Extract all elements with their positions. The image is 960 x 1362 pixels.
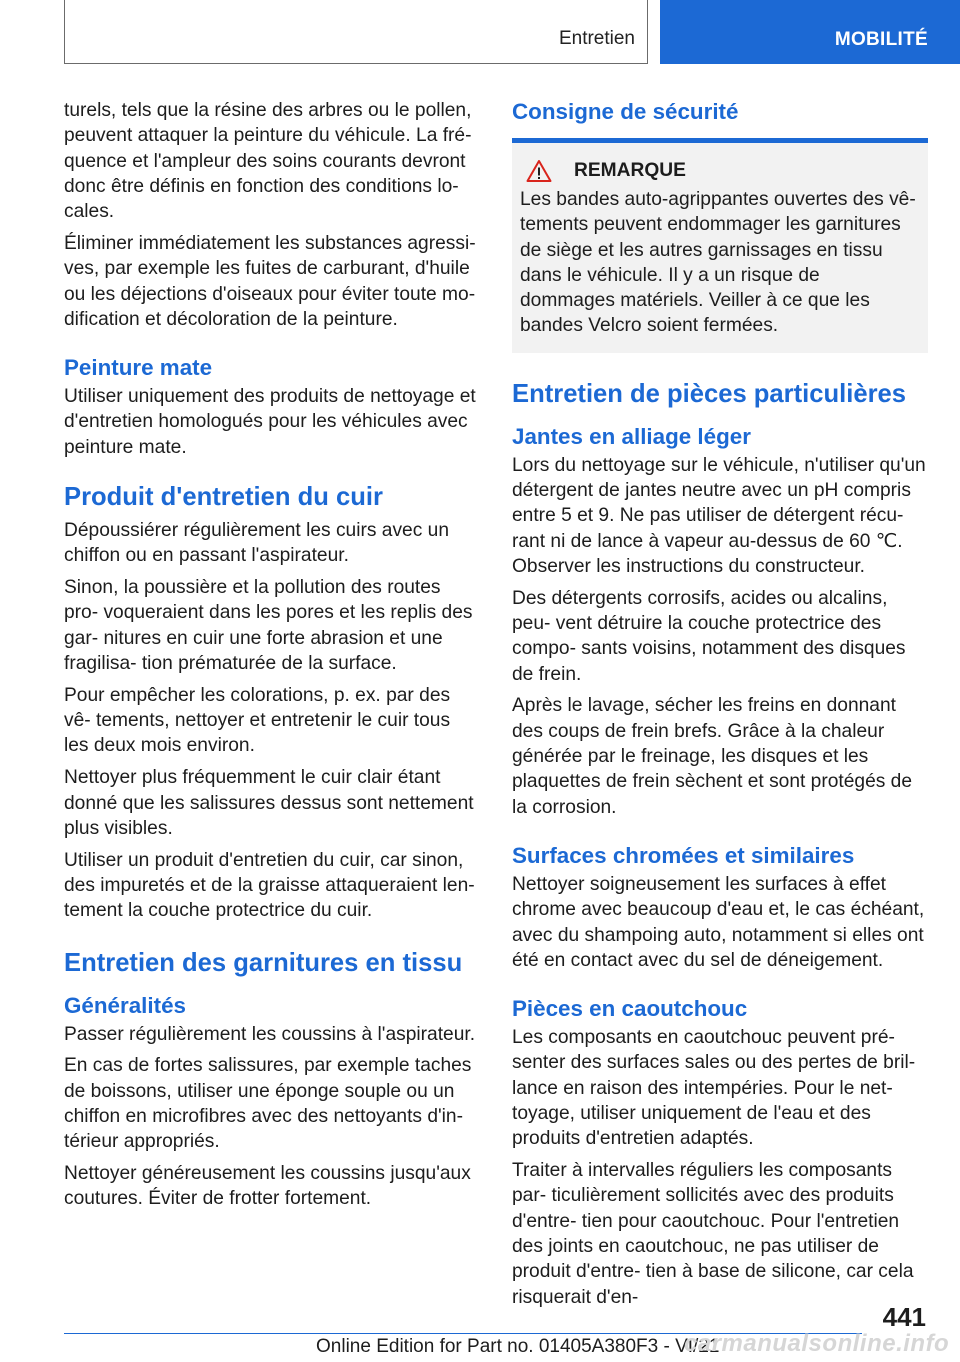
header-section-title: Entretien (558, 28, 635, 49)
heading-alloy-rims: Jantes en alliage léger (512, 423, 751, 449)
notice-header (520, 159, 918, 183)
warning-triangle-icon (526, 159, 552, 183)
page-number: 441 (882, 1302, 926, 1332)
watermark: carmanualsonline.info (684, 1330, 950, 1357)
paragraph: Après le lavage, sécher les freins en donnant des coups de frein brefs. Grâce à la chaleur générée par le freinage, les disques et les plaquettes de frein sèchent et sont protégés de la corrosion. (512, 695, 913, 818)
paragraph: Pour empêcher les colorations, p. ex. par des vê‐ tements, nettoyer et entretenir le cuir tous les deux mois environ. (64, 684, 451, 757)
paragraph: Lors du nettoyage sur le véhicule, n'utiliser qu'un détergent de jantes neutre avec un pH compris entre 5 et 9. Ne pas utiliser de détergent récu‐ rant ni de lance à vapeur au-dessus de 60 ℃. Observer les instructions du constructeur. (512, 454, 926, 577)
heading-general: Généralités (64, 992, 186, 1018)
notice-text: Les bandes auto-agrippantes ouvertes des vê‐ tements peuvent endommager les garnitures de siège et les autres garnissages en tissu dans le véhicule. Il y a un risque de dommages matériels. Veiller à ce que les bandes Velcro soient fermées. (520, 189, 916, 337)
paragraph: Utiliser uniquement des produits de nettoyage et d'entretien homologués pour les véhicules avec peinture mate. (64, 386, 476, 458)
paragraph: turels, tels que la résine des arbres ou le pollen, peuvent attaquer la peinture du véhicule. La fré‐ quence et l'ampleur des soins courants devront donc être définis en fonction des conditions lo‐ cales. (64, 100, 472, 223)
paragraph: Utiliser un produit d'entretien du cuir, car sinon, des impuretés et de la graisse attaqueraient len‐ tement la couche protectrice du cuir. (64, 849, 475, 922)
header-chapter-box (660, 0, 960, 64)
heading-rubber-parts: Pièces en caoutchouc (512, 996, 748, 1022)
paragraph: Traiter à intervalles réguliers les composants par‐ ticulièrement sollicités avec des produits d'entre‐ tien pour caoutchouc. Pour l'entretien des joints en caoutchouc, ne pas utiliser de produit d'entre‐ tien à base de silicone, car cela risquerait d'en‐ (512, 1160, 914, 1308)
notice-box (512, 143, 928, 353)
heading-safety-notice: Consigne de sécurité (512, 98, 928, 143)
heading-chrome-surfaces: Surfaces chromées et similaires (512, 842, 855, 868)
right-column (512, 98, 928, 1316)
paragraph: Éliminer immédiatement les substances agressi‐ ves, par exemple les fuites de carburant, d'huile ou les déjections d'oiseaux pour éviter toute mo‐ dification et décoloration de la peinture. (64, 232, 476, 330)
header-section-box (64, 0, 648, 64)
paragraph: Nettoyer soigneusement les surfaces à effet chrome avec beaucoup d'eau et, le cas échéant, avec du shampoing auto, notamment si elles ont été en contact avec du sel de déneigement. (512, 873, 925, 971)
heading-fabric-care: Entretien des garnitures en tissu (64, 948, 463, 977)
paragraph: En cas de fortes salissures, par exemple taches de boissons, utiliser une éponge souple ou un chiffon en microfibres avec des nettoyants d'in‐ térieur appropriés. (64, 1055, 472, 1153)
footer-edition: Online Edition for Part no. 01405A380F3 - VI/21 (316, 1336, 720, 1357)
heading-special-parts: Entretien de pièces particulières (512, 379, 907, 408)
paragraph: Les composants en caoutchouc peuvent pré‐ senter des surfaces sales ou des pertes de bril‐ lance en raison des intempéries. Pour le net‐ toyage, utiliser uniquement de l'eau et des produits d'entretien adaptés. (512, 1027, 916, 1150)
paragraph: Nettoyer plus fréquemment le cuir clair étant donné que les salissures dessus sont nettement plus visibles. (64, 767, 474, 839)
header-chapter-title: MOBILITÉ (834, 29, 928, 50)
paragraph: Des détergents corrosifs, acides ou alcalins, peu‐ vent détruire la couche protectrice des compo‐ sants voisins, notamment des disques de frein. (512, 587, 906, 685)
paragraph: Sinon, la poussière et la pollution des routes pro‐ voqueraient dans les pores et les replis des gar‐ nitures en cuir une forte abrasion et une fragilisa‐ tion prématurée de la surface. (64, 577, 473, 675)
left-column (64, 98, 478, 1218)
heading-leather-care: Produit d'entretien du cuir (64, 483, 383, 512)
paragraph: Nettoyer généreusement les coussins jusqu'aux coutures. Éviter de frotter fortement. (64, 1163, 471, 1210)
paragraph: Dépoussiérer régulièrement les cuirs avec un chiffon ou en passant l'aspirateur. (64, 520, 449, 567)
paragraph: Passer régulièrement les coussins à l'aspirateur. (64, 1023, 476, 1045)
heading-matte-paint: Peinture mate (64, 355, 213, 381)
notice-label: REMARQUE (574, 160, 686, 181)
